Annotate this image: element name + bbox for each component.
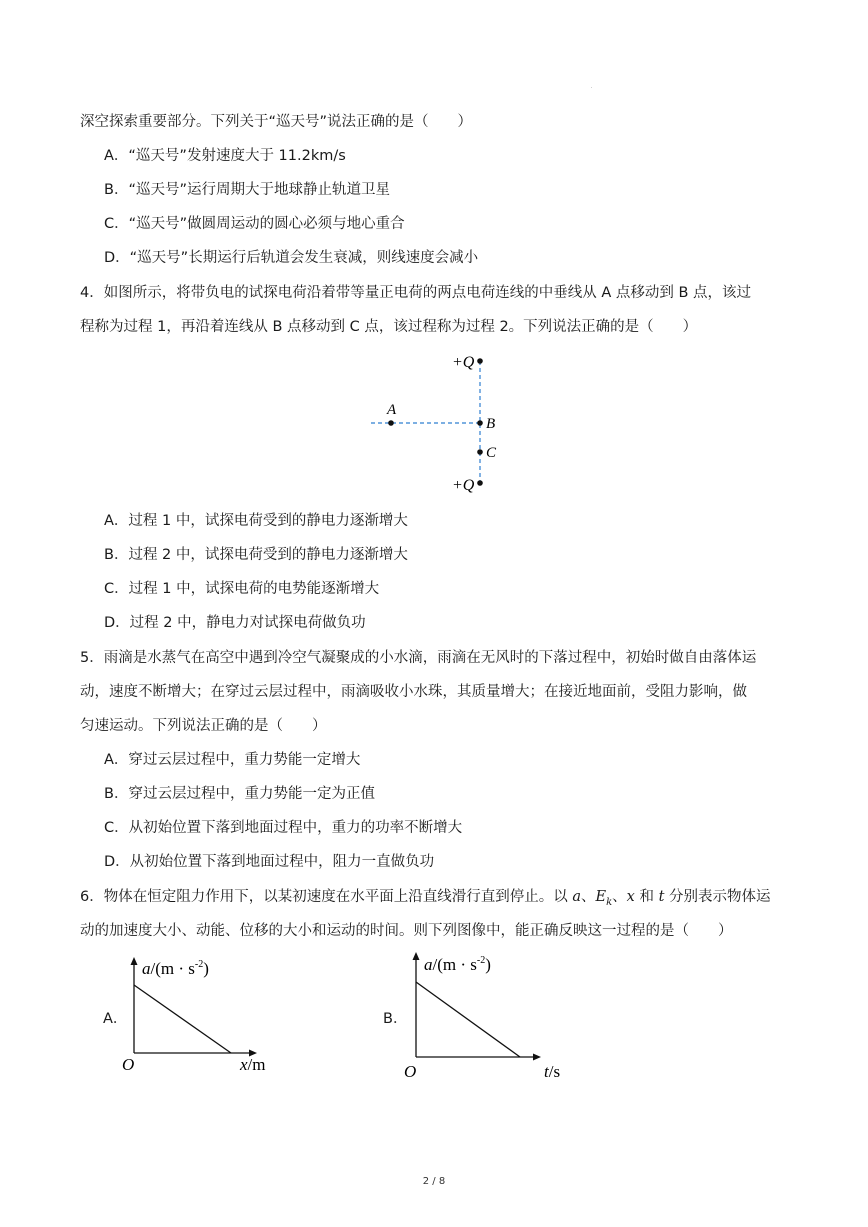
q5-option-c: C．从初始位置下落到地面过程中，重力的功率不断增大 [104,820,463,836]
q5-option-d: D．从初始位置下落到地面过程中，阻力一直做负功 [104,854,435,870]
graph-a-y-exp: -2 [194,959,204,970]
q5-option-a: A．穿过云层过程中，重力势能一定增大 [104,752,361,768]
q6-var-t: t [658,889,665,905]
graph-b-x-var: t [544,1062,549,1081]
q4-option-b: B．过程 2 中，试探电荷受到的静电力逐渐增大 [104,547,408,563]
q5-stem-line-2: 动，速度不断增大；在穿过云层过程中，雨滴吸收小水珠，其质量增大；在接近地面前，受阻力影响，做 [80,684,747,700]
graph-b-y-var: a [424,955,433,974]
q4-stem-line-2: 程称为过程 1，再沿着连线从 B 点移动到 C 点，该过程称为过程 2。下列说法正确的是（ ） [80,319,698,335]
graph-a-origin: O [122,1055,135,1074]
q6-var-ek: E [595,889,607,905]
graph-b-option-label: B． [383,1011,408,1027]
corner-mark: . [591,84,593,89]
q4-option-c: C．过程 1 中，试探电荷的电势能逐渐增大 [104,581,380,597]
q6-sep-1: 、 [581,889,596,905]
q3-stem: 深空探索重要部分。下列关于“巡天号”说法正确的是（ ） [80,114,473,130]
q3-option-c: C．“巡天号”做圆周运动的圆心必须与地心重合 [104,216,405,232]
graph-b-y-close: ) [485,955,491,974]
q6-stem-line-2: 动的加速度大小、动能、位移的大小和运动的时间。则下列图像中，能正确反映这一过程的是（ ） [80,923,733,939]
point-a-label: A [387,402,397,418]
q5-stem-line-1: 5．雨滴是水蒸气在高空中遇到冷空气凝聚成的小水滴，雨滴在无风时的下落过程中，初始时做自由落体运 [80,650,757,666]
graph-a-y-var: a [142,959,151,978]
bottom-charge-label: +Q [452,477,475,494]
point-c-label: C [486,445,497,461]
top-charge-label: +Q [452,354,475,371]
graph-b-origin: O [404,1062,417,1081]
q3-option-d: D．“巡天号”长期运行后轨道会发生衰减，则线速度会减小 [104,250,479,266]
q6-var-a: a [572,889,581,905]
q6-sep-2: 、 [612,889,627,905]
q6-stem-line-1-start: 6．物体在恒定阻力作用下，以某初速度在水平面上沿直线滑行直到停止。以 [80,889,573,905]
graph-b-y-label [424,955,491,974]
q4-stem-line-1: 4．如图所示，将带负电的试探电荷沿着带等量正电荷的两点电荷连线的中垂线从 A 点移动到 B 点，该过 [80,285,752,301]
q5-stem-line-3: 匀速运动。下列说法正确的是（ ） [80,718,327,734]
graph-b-x-arrow [533,1054,541,1061]
q4-option-d: D．过程 2 中，静电力对试探电荷做负功 [104,615,366,631]
graph-b-x-unit: /s [548,1062,561,1081]
graph-b-curve [416,982,520,1057]
graph-a-x-unit: /m [247,1055,266,1074]
graph-a-y-close: ) [203,959,209,978]
q6-conj: 和 [634,889,659,905]
graph-b-y-arrow [413,952,420,960]
q3-option-a: A．“巡天号”发射速度大于 11.2km/s [104,148,346,164]
q3-option-b: B．“巡天号”运行周期大于地球静止轨道卫星 [104,182,390,198]
graph-a-option-label: A． [103,1011,128,1027]
graph-a-y-unit: /(m · s [150,959,195,978]
graph-b-y-exp: -2 [476,955,486,966]
graph-b-x-label [544,1062,560,1081]
q6-stem-line-1-end: 分别表示物体运 [664,889,771,905]
point-b-label: B [486,416,496,432]
q5-option-b: B．穿过云层过程中，重力势能一定为正值 [104,786,375,802]
graph-a-x-var: x [240,1055,248,1074]
q6-var-x: x [626,889,635,905]
page-number: 2 / 8 [422,1176,446,1187]
q4-option-a: A．过程 1 中，试探电荷受到的静电力逐渐增大 [104,513,408,529]
q6-var-ek-sub: k [606,896,613,908]
graph-b-y-unit: /(m · s [432,955,477,974]
